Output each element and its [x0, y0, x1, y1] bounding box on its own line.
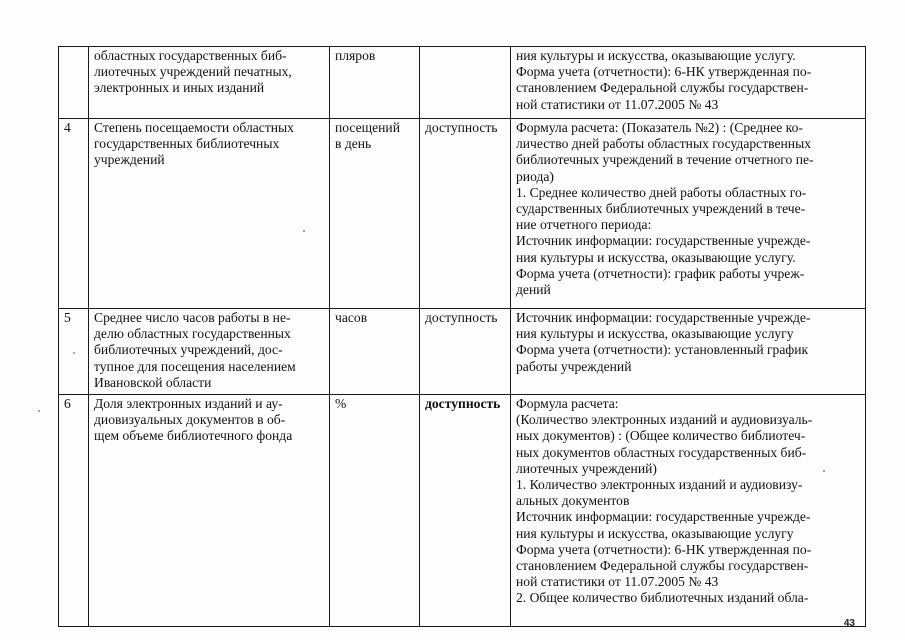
- indicators-table: [58, 46, 866, 627]
- description-cell: [511, 119, 866, 309]
- description-cell-line: становлением Федеральной службы государствен-: [516, 80, 809, 96]
- unit-cell-line: посещений: [335, 120, 400, 135]
- indicator-name-cell: [89, 47, 330, 119]
- description-cell-line: Формула расчета: (Показатель №2) : (Среднее ко-: [516, 120, 803, 135]
- unit-cell-line: пляров: [335, 48, 376, 63]
- indicator-type-cell-line: доступность: [425, 310, 498, 325]
- indicator-name-cell-line: делю областных государственных: [94, 326, 291, 342]
- description-cell-line: Источник информации: государственные учрежде-: [516, 233, 811, 249]
- row-number-cell: [59, 47, 89, 119]
- description-cell-line: Форма учета (отчетности): 6-НК утвержденная по-: [516, 64, 812, 80]
- indicator-name-cell: [89, 395, 330, 627]
- table-row: [59, 309, 866, 395]
- unit-cell-line: в день: [335, 136, 372, 152]
- description-cell-line: риода): [516, 168, 554, 184]
- indicator-type-cell-line: доступность: [425, 396, 501, 411]
- indicator-name-cell-line: областных государственных биб-: [94, 48, 287, 63]
- description-cell-line: сударственных библиотечных учреждений в тече-: [516, 201, 806, 217]
- description-cell-line: личество дней работы областных государственных: [516, 136, 812, 152]
- indicator-name-cell-line: библиотечных учреждений, дос-: [94, 342, 283, 358]
- description-cell-line: Форма учета (отчетности): 6-НК утвержденная по-: [516, 541, 812, 557]
- unit-cell-line: %: [335, 396, 347, 411]
- description-cell-line: ной статистики от 11.07.2005 № 43: [516, 574, 719, 590]
- indicator-name-cell-line: диовизуальных документов в об-: [94, 412, 286, 428]
- row-number-cell: 5: [59, 309, 89, 395]
- indicator-type-cell: [420, 47, 511, 119]
- indicator-name-cell-line: Ивановской области: [94, 374, 212, 390]
- indicator-name-cell-line: Среднее число часов работы в не-: [94, 310, 291, 325]
- indicator-name-cell: [89, 119, 330, 309]
- unit-cell-line: часов: [335, 310, 368, 325]
- indicator-type-cell: [420, 395, 511, 627]
- indicator-name-cell-line: лиотечных учреждений печатных,: [94, 64, 292, 80]
- indicator-name-cell-line: Доля электронных изданий и ау-: [94, 396, 283, 411]
- description-cell-line: Источник информации: государственные учрежде-: [516, 509, 811, 525]
- indicator-name-cell-line: Степень посещаемости областных: [94, 120, 294, 135]
- indicator-type-cell: [420, 119, 511, 309]
- description-cell-line: ния культуры и искусства, оказывающие услугу: [516, 525, 794, 541]
- row-number-cell: 4: [59, 119, 89, 309]
- scan-speck: [38, 410, 40, 412]
- indicator-name-cell-line: электронных и иных изданий: [94, 80, 265, 96]
- page-number: 43: [843, 618, 855, 629]
- indicator-type-cell-line: доступность: [425, 120, 498, 135]
- scan-speck: [303, 230, 305, 232]
- description-cell-line: Формула расчета:: [516, 396, 619, 411]
- unit-cell: [330, 119, 420, 309]
- description-cell: [511, 309, 866, 395]
- indicator-name-cell-line: щем объеме библиотечного фонда: [94, 428, 293, 444]
- description-cell-line: Форма учета (отчетности): установленный график: [516, 342, 809, 358]
- indicator-type-cell: [420, 309, 511, 395]
- description-cell-line: (Количество электронных изданий и аудиовизуаль-: [516, 412, 813, 428]
- unit-cell: [330, 395, 420, 627]
- indicator-name-cell-line: государственных библиотечных: [94, 136, 280, 152]
- table-row: [59, 395, 866, 627]
- description-cell-line: 1. Среднее количество дней работы областных го-: [516, 184, 807, 200]
- description-cell: [511, 47, 866, 119]
- description-cell-line: лиотечных учреждений): [516, 460, 657, 476]
- description-cell-line: ных документов) : (Общее количество библиотеч-: [516, 428, 806, 444]
- description-cell-line: ния культуры и искусства, оказывающие услугу.: [516, 249, 796, 265]
- unit-cell: [330, 47, 420, 119]
- description-cell: [511, 395, 866, 627]
- indicator-name-cell: [89, 309, 330, 395]
- indicator-name-cell-line: тупное для посещения населением: [94, 358, 296, 374]
- description-cell-line: ных документов областных государственных биб-: [516, 444, 807, 460]
- table-row: [59, 119, 866, 309]
- description-cell-line: 1. Количество электронных изданий и аудиовизу-: [516, 477, 803, 493]
- description-cell-line: дений: [516, 282, 551, 298]
- unit-cell: [330, 309, 420, 395]
- description-cell-line: Форма учета (отчетности): график работы учреж-: [516, 265, 805, 281]
- description-cell-line: библиотечных учреждений в течение отчетного пе-: [516, 152, 814, 168]
- description-cell-line: работы учреждений: [516, 358, 632, 374]
- description-cell-line: становлением Федеральной службы государствен-: [516, 558, 809, 574]
- indicator-name-cell-line: учреждений: [94, 152, 165, 168]
- description-cell-line: ния культуры и искусства, оказывающие услугу.: [516, 48, 796, 63]
- row-number-cell: 6: [59, 395, 89, 627]
- description-cell-line: ние отчетного периода:: [516, 217, 652, 233]
- scan-speck: [73, 352, 75, 354]
- scan-speck: [823, 470, 825, 472]
- description-cell-line: ной статистики от 11.07.2005 № 43: [516, 96, 719, 112]
- description-cell-line: Источник информации: государственные учрежде-: [516, 310, 811, 325]
- description-cell-line: 2. Общее количество библиотечных изданий обла-: [516, 590, 809, 606]
- description-cell-line: альных документов: [516, 493, 630, 509]
- indicators-table-body: [59, 47, 866, 627]
- description-cell-line: ния культуры и искусства, оказывающие услугу: [516, 326, 794, 342]
- table-row: [59, 47, 866, 119]
